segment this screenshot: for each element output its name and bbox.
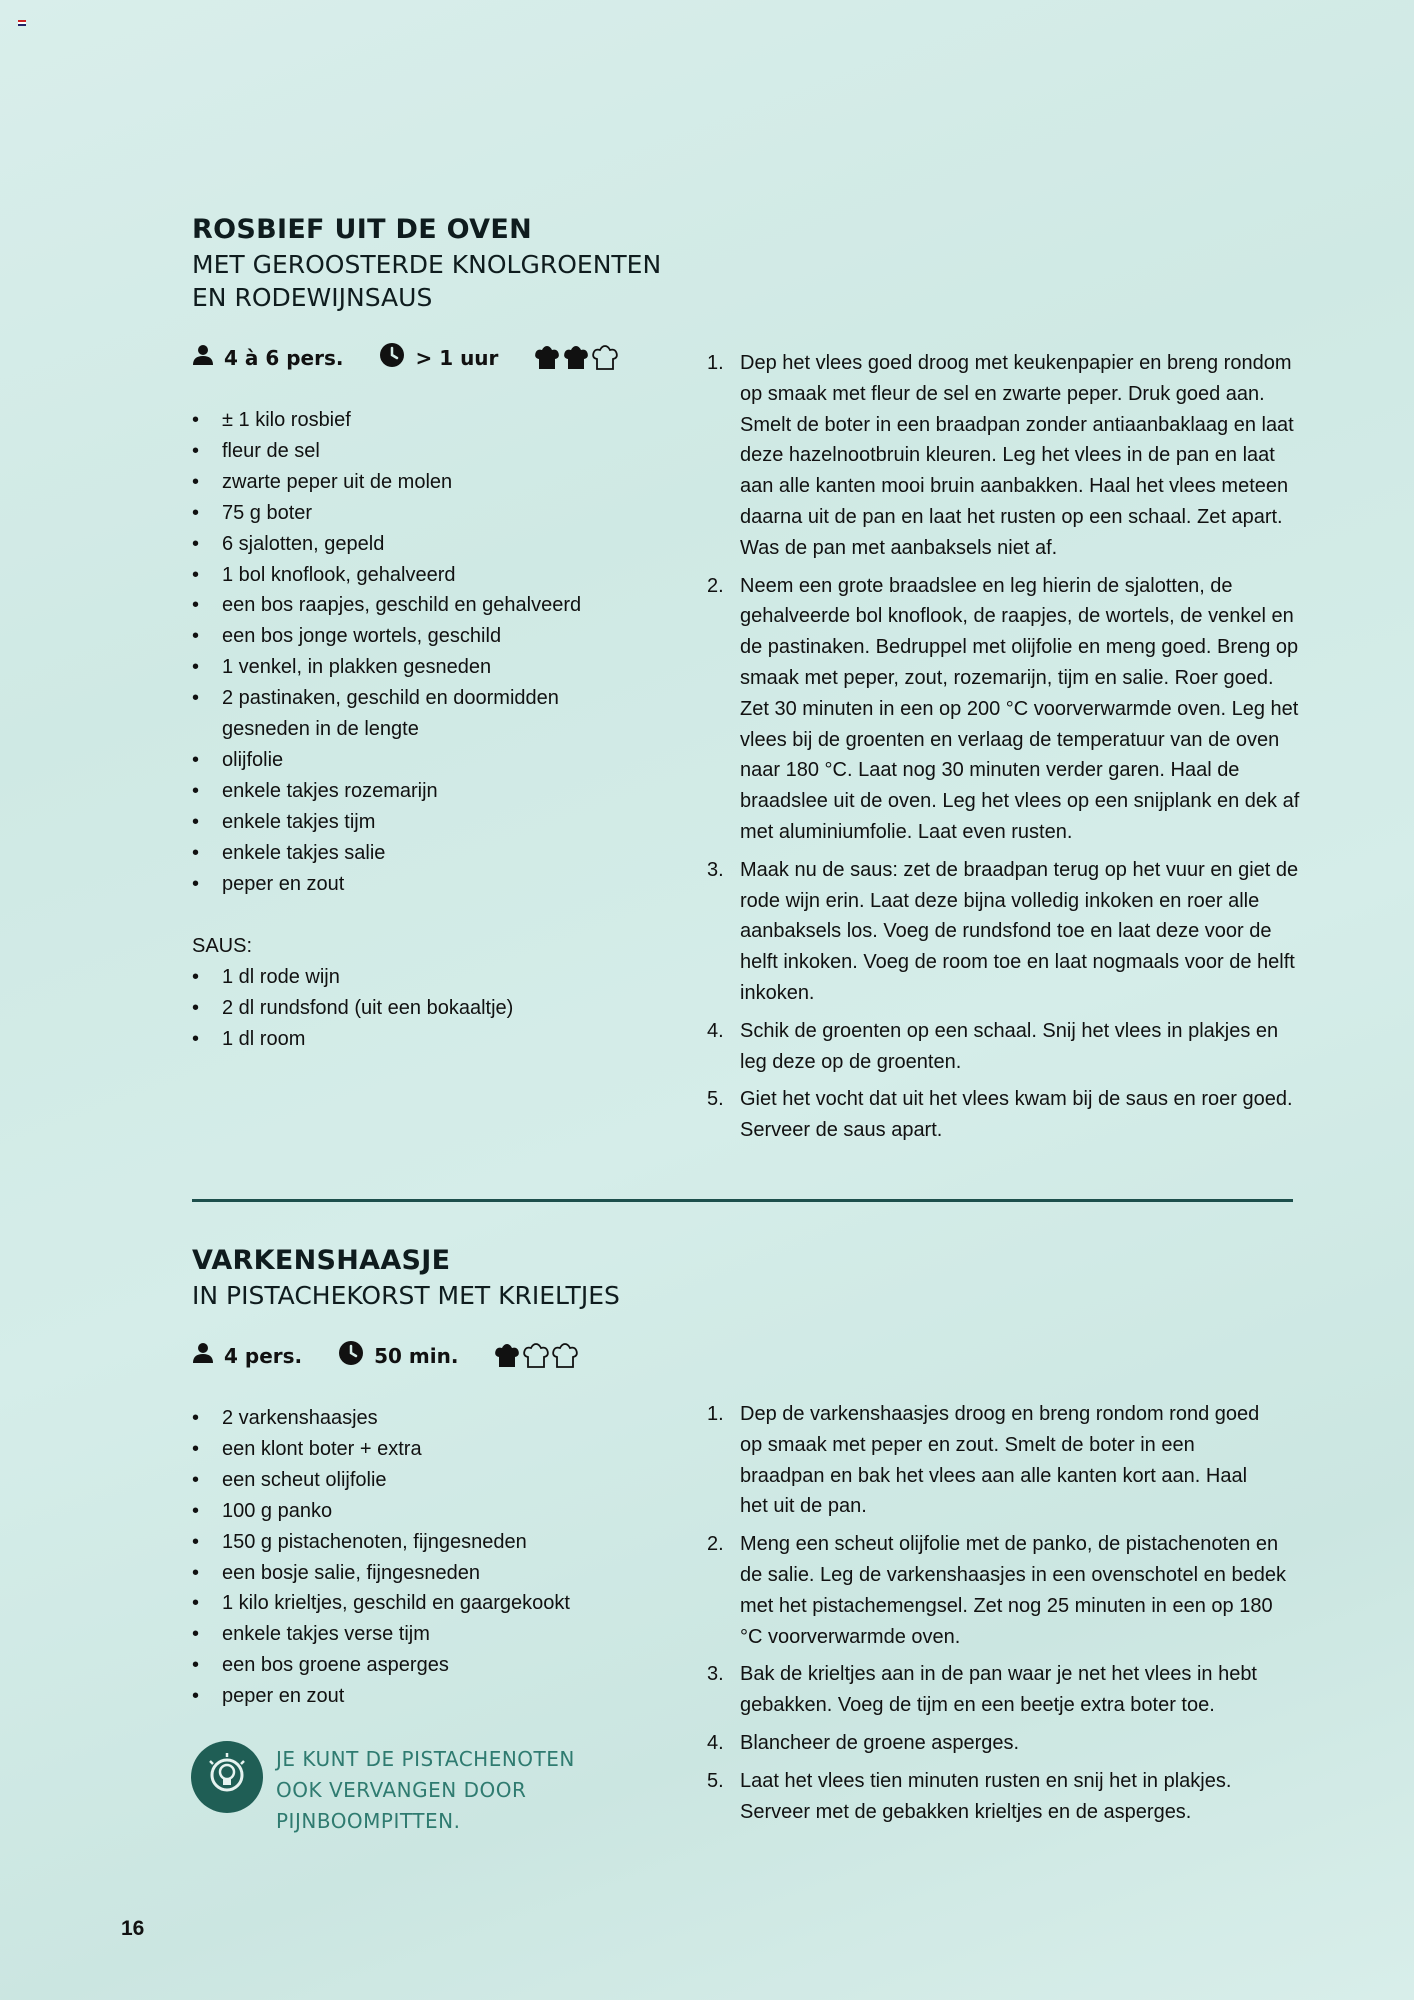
list-item: • fleur de sel [192, 436, 642, 467]
chef-hat-icon [563, 345, 589, 371]
recipe2-subtitle: IN PISTACHEKORST MET KRIELTJES [192, 1281, 620, 1310]
step-item [707, 1399, 1287, 1522]
step-number: 3. [707, 858, 724, 881]
list-item: • een bos raapjes, geschild en gehalveerd [192, 590, 642, 621]
tip-line: PIJNBOOMPITTEN. [276, 1809, 461, 1833]
list-item: • 1 venkel, in plakken gesneden [192, 652, 642, 683]
step-number: 1. [707, 352, 724, 374]
section-divider [192, 1199, 1293, 1202]
step-number: 3. [707, 1663, 724, 1686]
page-number: 16 [121, 1917, 145, 1940]
person-icon [192, 1342, 214, 1369]
recipe2-ingredients [192, 1403, 642, 1712]
recipe2-steps [707, 1399, 1287, 1834]
step-item [707, 348, 1307, 564]
step-text: Dep de varkenshaasjes droog en breng rondom rond goed op smaak met peper en zout. Smelt de boter in een braadpan en bak het vlees aan alle kanten kort aan. Haal het uit de pan. [740, 1403, 1260, 1518]
tip-text [276, 1744, 636, 1837]
difficulty-rating [494, 1343, 578, 1369]
list-item: • enkele takjes verse tijm [192, 1619, 642, 1650]
chef-hat-outline-icon [552, 1343, 578, 1369]
step-item [707, 1728, 1287, 1759]
recipe1-steps [707, 348, 1307, 1153]
list-item: • 6 sjalotten, gepeld [192, 529, 642, 560]
recipe2-persons: 4 pers. [224, 1343, 303, 1368]
recipe1-time: > 1 uur [415, 345, 499, 370]
step-number: 1. [707, 1403, 724, 1425]
lightbulb-icon [191, 1741, 263, 1813]
recipe1-title: ROSBIEF UIT DE OVEN [192, 214, 533, 245]
tip-line: OOK VERVANGEN DOOR [276, 1778, 527, 1802]
recipe1-subtitle-line1: MET GEROOSTERDE KNOLGROENTEN [192, 250, 662, 279]
step-item [707, 1016, 1307, 1078]
chef-hat-outline-icon [523, 1343, 549, 1369]
list-item: • enkele takjes salie [192, 838, 642, 869]
list-item: • 150 g pistachenoten, fijngesneden [192, 1527, 642, 1558]
chef-hat-icon [534, 345, 560, 371]
list-item: • een bos groene asperges [192, 1650, 642, 1681]
step-item [707, 571, 1307, 848]
difficulty-rating [534, 345, 618, 371]
step-text: Bak de krieltjes aan in de pan waar je net het vlees in hebt gebakken. Voeg de tijm en een beetje extra boter toe. [740, 1663, 1257, 1717]
step-item [707, 1084, 1307, 1146]
step-number: 4. [707, 1019, 724, 1042]
chef-hat-outline-icon [592, 345, 618, 371]
list-item: • 2 dl rundsfond (uit een bokaaltje) [192, 993, 642, 1024]
recipe1-persons: 4 à 6 pers. [224, 345, 344, 370]
list-item: • peper en zout [192, 869, 642, 900]
list-item: • een scheut olijfolie [192, 1465, 642, 1496]
recipe2-title: VARKENSHAASJE [192, 1245, 451, 1276]
step-item [707, 1529, 1287, 1652]
recipe1-ingredients [192, 405, 642, 900]
recipe1-subtitle [192, 248, 661, 314]
step-text: Dep het vlees goed droog met keukenpapier en breng rondom op smaak met fleur de sel en zwarte peper. Druk goed aan. Smelt de boter in een braadpan zonder antiaanbaklaag en laat deze hazelnootbruin kleuren. Leg het vlees in de pan en laat aan alle kanten mooi bruin aanbakken. Haal het vlees meteen daarna uit de pan en laat het rusten op een schaal. Zet apart. Was de pan met aanbaksels niet af. [740, 352, 1294, 559]
list-item: • een klont boter + extra [192, 1434, 642, 1465]
list-item: • 1 kilo krieltjes, geschild en gaargekookt [192, 1588, 642, 1619]
step-number: 4. [707, 1731, 724, 1754]
step-item [707, 1766, 1287, 1828]
step-number: 2. [707, 1533, 724, 1556]
list-item: • enkele takjes rozemarijn [192, 776, 642, 807]
tip-line: JE KUNT DE PISTACHENOTEN [276, 1747, 575, 1771]
list-item: • 1 dl rode wijn [192, 962, 642, 993]
list-item: • een bosje salie, fijngesneden [192, 1558, 642, 1589]
list-item: • een bos jonge wortels, geschild [192, 621, 642, 652]
list-item: • 2 varkenshaasjes [192, 1403, 642, 1434]
list-item: • 1 dl room [192, 1024, 642, 1055]
person-icon [192, 344, 214, 371]
step-text: Laat het vlees tien minuten rusten en snij het in plakjes. Serveer met de gebakken krieltjes en de asperges. [740, 1769, 1232, 1823]
step-item [707, 1659, 1287, 1721]
flag-icon [18, 20, 26, 26]
list-item: • peper en zout [192, 1681, 642, 1712]
sauce-label: SAUS: [192, 935, 253, 957]
step-number: 5. [707, 1088, 724, 1111]
step-item [707, 855, 1307, 1009]
chef-hat-icon [494, 1343, 520, 1369]
clock-icon [379, 342, 405, 373]
list-item: • 2 pastinaken, geschild en doormidden gesneden in de lengte [192, 683, 582, 745]
clock-icon [338, 1340, 364, 1371]
step-number: 5. [707, 1769, 724, 1792]
list-item: • 100 g panko [192, 1496, 642, 1527]
step-text: Giet het vocht dat uit het vlees kwam bij de saus en roer goed. Serveer de saus apart. [740, 1088, 1293, 1142]
recipe2-meta [192, 1340, 578, 1371]
list-item: • 75 g boter [192, 498, 642, 529]
step-text: Meng een scheut olijfolie met de panko, de pistachenoten en de salie. Leg de varkenshaasjes in een ovenschotel en bedek met het pistachemengsel. Zet nog 25 minuten in een op 180 °C voorverwarmde oven. [740, 1533, 1286, 1648]
list-item: • enkele takjes tijm [192, 807, 642, 838]
step-text: Schik de groenten op een schaal. Snij het vlees in plakjes en leg deze op de groenten. [740, 1019, 1279, 1073]
step-text: Neem een grote braadslee en leg hierin de sjalotten, de gehalveerde bol knoflook, de raapjes, de wortels, de venkel en de pastinaken. Bedruppel met olijfolie en meng goed. Breng op smaak met peper, zout, rozemarijn, tijm en salie. Roer goed. Zet 30 minuten in een op 200 °C voorverwarmde oven. Leg het vlees bij de groenten en verlaag de temperatuur van de oven naar 180 °C. Laat nog 30 minuten verder garen. Haal de braadslee uit de oven. Leg het vlees op een snijplank en dek af met aluminiumfolie. Laat even rusten. [740, 574, 1300, 843]
step-text: Blancheer de groene asperges. [740, 1731, 1020, 1754]
list-item: • olijfolie [192, 745, 642, 776]
recipe2-time: 50 min. [374, 1343, 459, 1368]
list-item: • zwarte peper uit de molen [192, 467, 642, 498]
list-item: • 1 bol knoflook, gehalveerd [192, 560, 642, 591]
step-number: 2. [707, 574, 724, 597]
recipe1-subtitle-line2: EN RODEWIJNSAUS [192, 283, 433, 312]
step-text: Maak nu de saus: zet de braadpan terug op het vuur en giet de rode wijn erin. Laat deze bijna volledig inkoken en roer alle aanbaksels los. Voeg de rundsfond toe en laat deze voor de helft inkoken. Voeg de room toe en laat nogmaals voor de helft inkoken. [740, 858, 1299, 1004]
list-item: • ± 1 kilo rosbief [192, 405, 642, 436]
recipe1-sauce [192, 962, 642, 1055]
recipe1-meta [192, 342, 618, 373]
